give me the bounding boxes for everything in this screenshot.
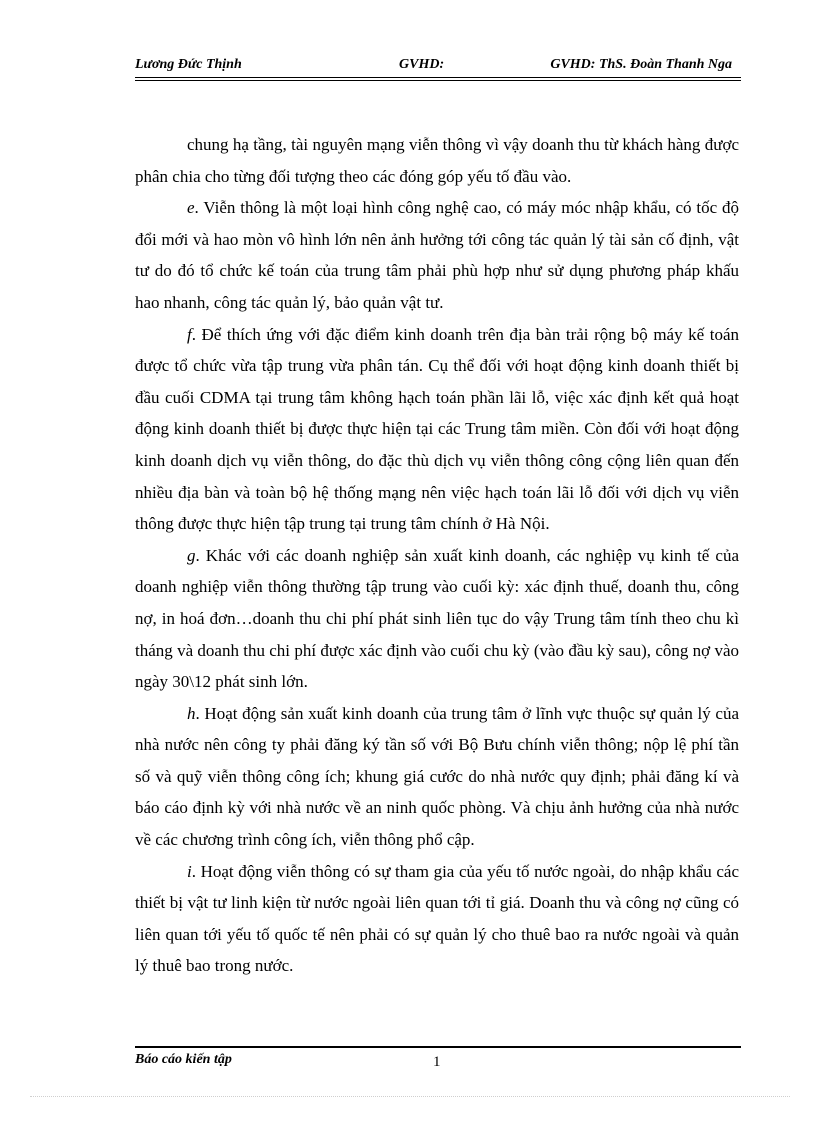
paragraph-lead: i <box>187 861 192 881</box>
header-gvhd-label: GVHD: <box>399 57 445 72</box>
paragraph-lead: f <box>187 324 192 344</box>
page-header <box>135 57 740 77</box>
paragraph-i <box>135 856 739 982</box>
paragraph-f <box>135 319 739 540</box>
paragraph-e <box>135 192 739 318</box>
page-number: 1 <box>433 1054 441 1070</box>
document-body <box>135 129 739 982</box>
footer-divider <box>135 1046 741 1048</box>
paragraph-text: . Hoạt động sản xuất kinh doanh của trung tâm ở lĩnh vực thuộc sự quản lý của nhà nước nên công ty phải đăng ký tần số với Bộ Bưu chính viễn thông; nộp lệ phí tần số và quỹ viễn thông công ích; khung giá cước do nhà nước quy định; phải đăng kí và báo cáo định kỳ với nhà nước về an ninh quốc phòng. Và chịu ảnh hưởng của nhà nước về các chương trình công ích, viễn thông phổ cập. <box>135 703 739 850</box>
paragraph-g <box>135 540 739 698</box>
paragraph-text: . Hoạt động viễn thông có sự tham gia của yếu tố nước ngoài, do nhập khẩu các thiết bị vật tư linh kiện từ nước ngoài liên quan tới tỉ giá. Doanh thu và công nợ cũng có liên quan tới yếu tố quốc tế nên phải có sự quản lý cho thuê bao ra nước ngoài và quản lý thuê bao trong nước. <box>135 861 739 976</box>
paragraph-lead: g <box>187 545 196 565</box>
footer-label: Báo cáo kiến tập <box>135 1052 232 1067</box>
header-gvhd-full: GVHD: ThS. Đoàn Thanh Nga <box>550 57 732 72</box>
paragraph-lead: h <box>187 703 196 723</box>
header-divider <box>135 77 741 81</box>
page-edge-dots <box>30 1096 790 1097</box>
paragraph-lead: e <box>187 198 195 218</box>
paragraph-h <box>135 698 739 856</box>
paragraph-text: chung hạ tầng, tài nguyên mạng viễn thông vì vậy doanh thu từ khách hàng được phân chia cho từng đối tượng theo các đóng góp yếu tố đầu vào. <box>135 135 739 186</box>
paragraph-continued <box>135 129 739 192</box>
paragraph-text: . Khác với các doanh nghiệp sản xuất kinh doanh, các nghiệp vụ kinh tế của doanh nghiệp viễn thông thường tập trung vào cuối kỳ: xác định thuế, doanh thu, công nợ, in hoá đơn…doanh thu chi phí phát sinh liên tục do vậy Trung tâm tính theo chu kì tháng và doanh thu chi phí được xác định vào cuối chu kỳ (vào đầu kỳ sau), công nợ vào ngày 30\12 phát sinh lớn. <box>135 545 739 692</box>
page-footer <box>135 1052 740 1072</box>
paragraph-text: . Viễn thông là một loại hình công nghệ cao, có máy móc nhập khẩu, có tốc độ đổi mới và hao mòn vô hình lớn nên ảnh hưởng tới công tác quản lý tài sản cố định, vật tư do đó tổ chức kế toán của trung tâm phải phù hợp như sử dụng phương pháp khấu hao nhanh, công tác quản lý, bảo quản vật tư. <box>135 198 739 312</box>
paragraph-text: . Để thích ứng với đặc điểm kinh doanh trên địa bàn trải rộng bộ máy kế toán được tổ chức vừa tập trung vừa phân tán. Cụ thể đối với hoạt động kinh doanh thiết bị đầu cuối CDMA tại trung tâm không hạch toán phần lãi lỗ, việc xác định kết quả hoạt động kinh doanh thiết bị được thực hiện tại các Trung tâm miền. Còn đối với hoạt động kinh doanh dịch vụ viễn thông, do đặc thù dịch vụ viễn thông công cộng liên quan đến nhiều địa bàn và toàn bộ hệ thống mạng nên việc hạch toán lãi lỗ đối với dịch vụ viễn thông được thực hiện tập trung tại trung tâm chính ở Hà Nội. <box>135 324 739 534</box>
header-author: Lương Đức Thịnh <box>135 57 242 72</box>
